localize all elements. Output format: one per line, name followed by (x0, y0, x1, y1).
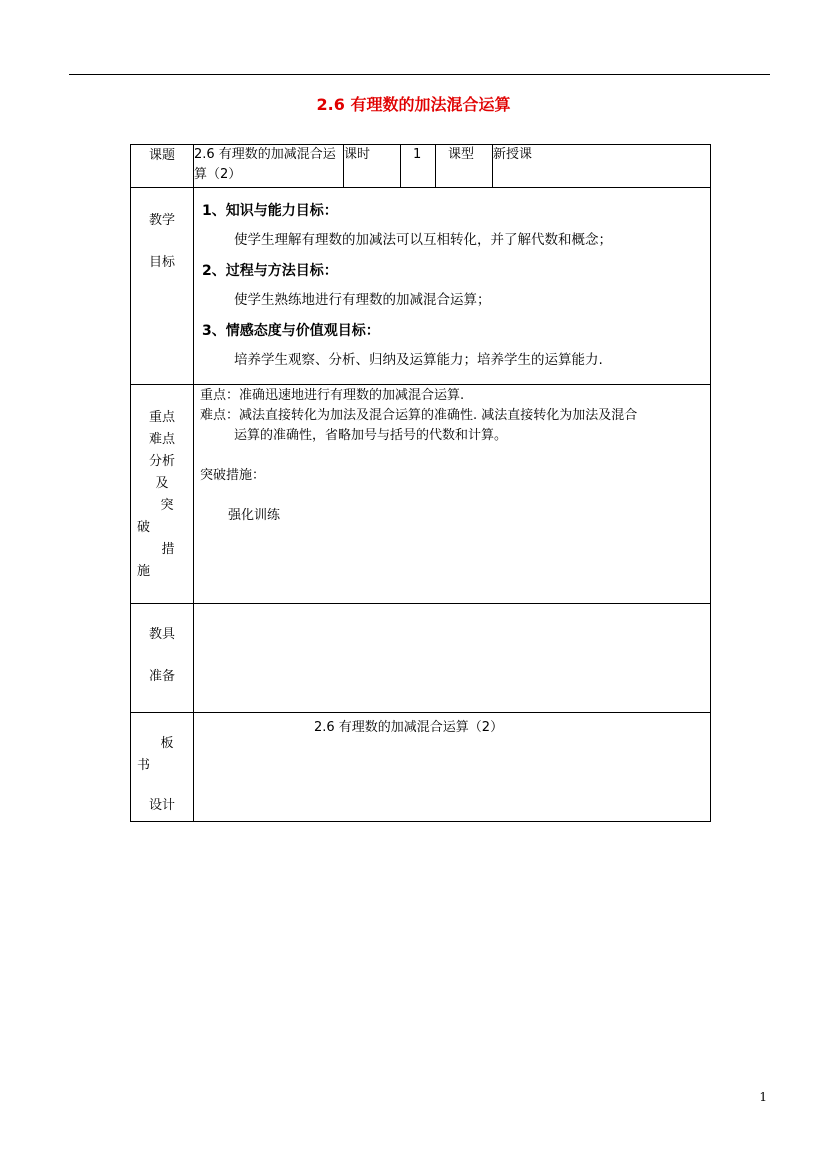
objective-text-1: 使学生理解有理数的加减法可以互相转化，并了解代数和概念； (234, 232, 612, 248)
materials-label-cell (131, 604, 194, 713)
key-points-label-8: 施 (137, 564, 151, 579)
key-points-label-cell (131, 385, 194, 604)
hours-label: 课时 (344, 145, 401, 188)
objective-text-3: 培养学生观察、分析、归纳及运算能力；培养学生的运算能力. (234, 352, 603, 368)
board-label-3: 设计 (148, 798, 175, 813)
objective-heading-2: 2、过程与方法目标： (202, 263, 338, 279)
key-points-row (131, 385, 711, 604)
topic-label: 课题 (131, 145, 194, 188)
key-points-label-7: 措 (161, 542, 175, 557)
measures-label: 突破措施： (200, 468, 266, 483)
page-number: 1 (759, 1090, 767, 1104)
key-points-label-5: 突 (160, 498, 174, 513)
measures-value: 强化训练 (228, 508, 281, 523)
key-points-label-1: 重点 (148, 410, 175, 425)
difficulty-text-2: 运算的准确性，省略加号与括号的代数和计算。 (234, 428, 508, 443)
document-title: 2.6 有理数的加法混合运算 (316, 95, 511, 114)
materials-label-2: 准备 (148, 669, 175, 684)
materials-content (194, 604, 711, 713)
lesson-plan-table (130, 144, 711, 822)
board-row (131, 713, 711, 822)
objective-heading-3: 3、情感态度与价值观目标： (202, 323, 380, 339)
board-label-cell (131, 713, 194, 822)
materials-row (131, 604, 711, 713)
objectives-label-cell (131, 188, 194, 385)
key-points-label-6: 破 (137, 520, 151, 535)
board-label-2: 书 (137, 758, 151, 773)
objectives-row (131, 188, 711, 385)
hours-value: 1 (401, 145, 436, 188)
objective-heading-1: 1、知识与能力目标： (202, 203, 338, 219)
focus-text: 重点：准确迅速地进行有理数的加减混合运算. (200, 388, 465, 403)
difficulty-text-1: 难点：减法直接转化为加法及混合运算的准确性. 减法直接转化为加法及混合 (200, 408, 638, 423)
key-points-content (194, 385, 711, 604)
type-label: 课型 (436, 145, 493, 188)
objective-text-2: 使学生熟练地进行有理数的加减混合运算； (234, 292, 491, 308)
header-row (131, 145, 711, 188)
objectives-label-2: 目标 (148, 255, 175, 270)
materials-label-1: 教具 (148, 627, 175, 642)
topic-value: 2.6 有理数的加减混合运算（2） (194, 145, 344, 188)
board-content: 2.6 有理数的加减混合运算（2） (194, 713, 711, 822)
objectives-label-1: 教学 (148, 213, 175, 228)
key-points-label-3: 分析 (148, 454, 175, 469)
type-value: 新授课 (493, 145, 711, 188)
objectives-content (194, 188, 711, 385)
key-points-label-4: 及 (155, 476, 169, 491)
key-points-label-2: 难点 (148, 432, 175, 447)
board-label-1: 板 (160, 736, 174, 751)
top-rule (69, 74, 770, 75)
